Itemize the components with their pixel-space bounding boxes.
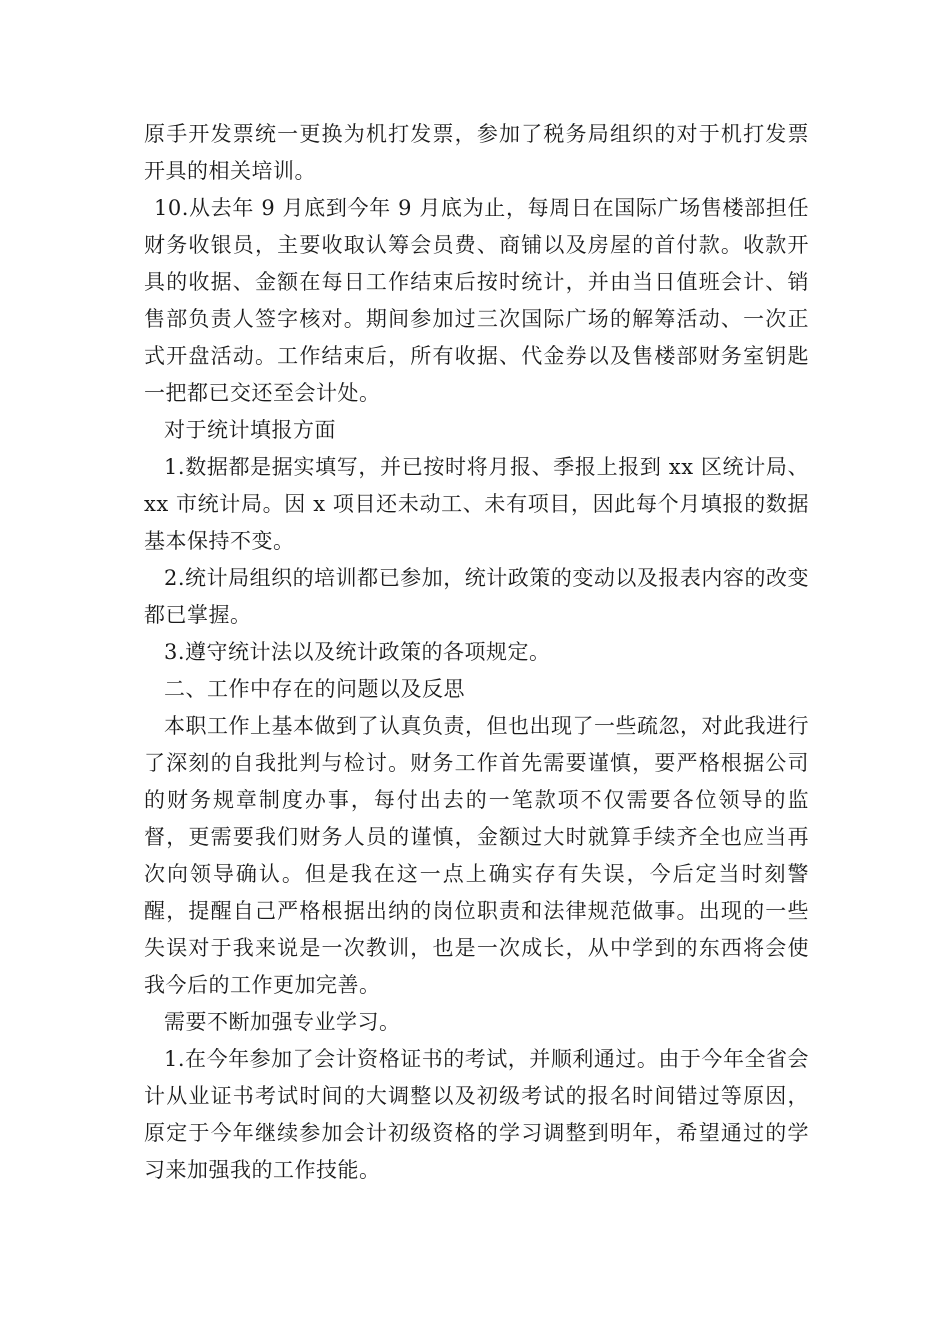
paragraph-statistics-item-3: 3.遵守统计法以及统计政策的各项规定。 — [164, 640, 551, 664]
paragraph-statistics-item-1: 1.数据都是据实填写，并已按时将月报、季报上报到 xx 区统计局、xx 市统计局。因 x 项目还未动工、未有项目，因此每个月填报的数据基本保持不变。 — [144, 455, 809, 553]
section-heading-study: 需要不断加强专业学习。 — [164, 1010, 401, 1034]
document-body — [144, 116, 809, 1189]
section-heading-problems: 二、工作中存在的问题以及反思 — [164, 677, 465, 701]
paragraph-reflection: 本职工作上基本做到了认真负责，但也出现了一些疏忽，对此我进行了深刻的自我批判与检讨。财务工作首先需要谨慎，要严格根据公司的财务规章制度办事，每付出去的一笔款项不仅需要各位领导的监督，更需要我们财务人员的谨慎，金额过大时就算手续齐全也应当再次向领导确认。但是我在这一点上确实存有失误，今后定当时刻警醒，提醒自己严格根据出纳的岗位职责和法律规范做事。出现的一些失误对于我来说是一次教训，也是一次成长，从中学到的东西将会使我今后的工作更加完善。 — [144, 714, 809, 997]
paragraph-cashier-duty: 10.从去年 9 月底到今年 9 月底为止，每周日在国际广场售楼部担任财务收银员，主要收取认筹会员费、商铺以及房屋的首付款。收款开具的收据、金额在每日工作结束后按时统计，并由当日值班会计、销售部负责人签字核对。期间参加过三次国际广场的解筹活动、一次正式开盘活动。工作结束后，所有收据、代金券以及售楼部财务室钥匙一把都已交还至会计处。 — [144, 196, 809, 405]
paragraph-study-item-1: 1.在今年参加了会计资格证书的考试，并顺利通过。由于今年全省会计从业证书考试时间的大调整以及初级考试的报名时间错过等原因，原定于今年继续参加会计初级资格的学习调整到明年，希望通过的学习来加强我的工作技能。 — [144, 1047, 809, 1182]
paragraph-invoice-training: 原手开发票统一更换为机打发票，参加了税务局组织的对于机打发票开具的相关培训。 — [144, 122, 809, 183]
paragraph-statistics-item-2: 2.统计局组织的培训都已参加，统计政策的变动以及报表内容的改变都已掌握。 — [144, 566, 809, 627]
section-heading-statistics: 对于统计填报方面 — [164, 418, 336, 442]
